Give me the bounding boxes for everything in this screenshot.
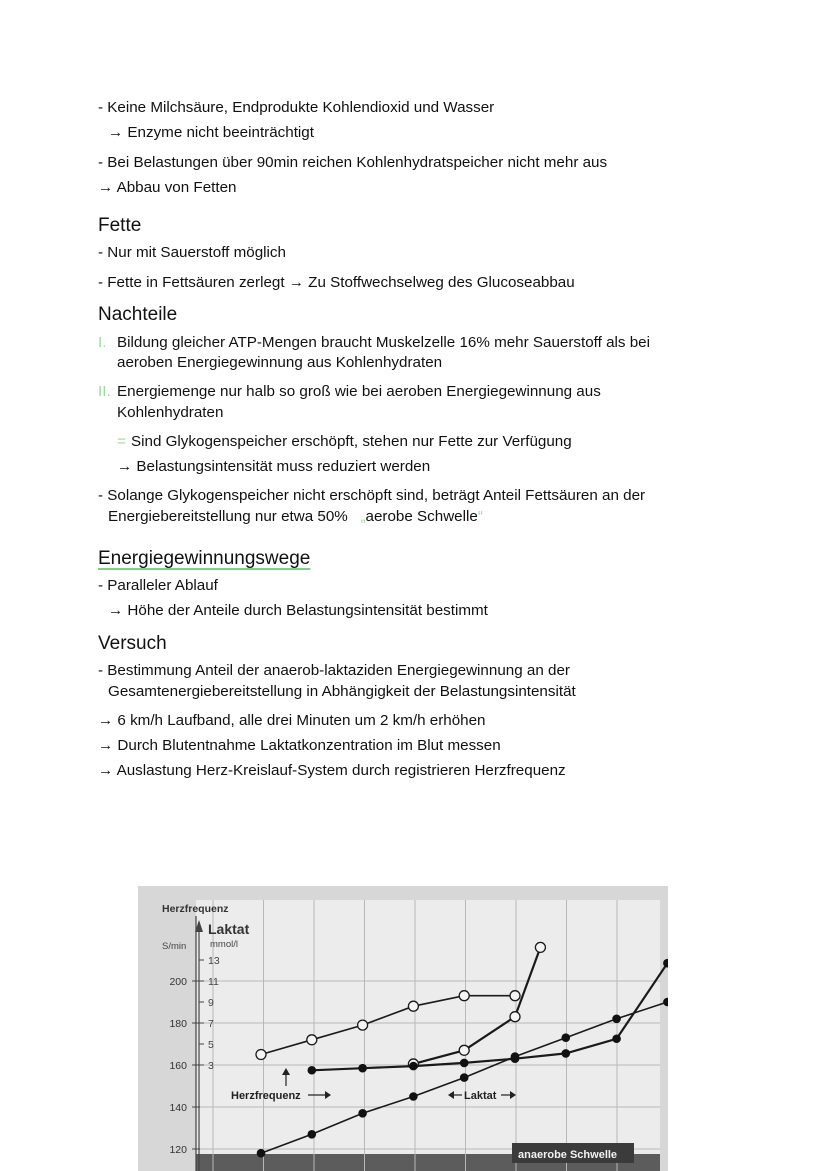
- text-line: - Solange Glykogenspeicher nicht erschöpft sind, beträgt Anteil Fettsäuren an der: [98, 487, 646, 504]
- data-point-open: [459, 991, 469, 1001]
- laktat-tick-label: 5: [208, 1039, 214, 1051]
- text-line: → Durch Blutentnahme Laktatkonzentration im Blut messen: [98, 737, 501, 754]
- data-point-open: [459, 1045, 469, 1055]
- laktat-chart-figure: [138, 886, 668, 1171]
- heading-versuch: Versuch: [98, 633, 167, 654]
- text-line: Energiemenge nur halb so groß wie bei aeroben Energiegewinnung aus: [117, 383, 601, 400]
- hf-axis-unit: S/min: [162, 941, 187, 952]
- heading-nachteile: Nachteile: [98, 304, 178, 325]
- data-point-filled: [409, 1092, 418, 1101]
- heading-fette: Fette: [98, 215, 142, 236]
- anaerobe-schwelle-label: anaerobe Schwelle: [518, 1149, 618, 1161]
- plot-area: [196, 900, 660, 1171]
- data-point-open: [408, 1001, 418, 1011]
- data-point-filled: [460, 1073, 469, 1082]
- data-point-filled: [612, 1015, 621, 1024]
- data-point-filled: [562, 1033, 571, 1042]
- text-line: Bildung gleicher ATP-Mengen braucht Muskelzelle 16% mehr Sauerstoff als bei: [117, 334, 650, 351]
- text-line: - Keine Milchsäure, Endprodukte Kohlendioxid und Wasser: [98, 99, 495, 116]
- laktat-tick-label: 9: [208, 997, 214, 1009]
- equals-sign: =: [117, 433, 126, 450]
- laktat-tick-label: 13: [208, 955, 220, 967]
- text-line: → Auslastung Herz-Kreislauf-System durch registrieren Herzfrequenz: [98, 762, 566, 779]
- laktat-tick-label: 7: [208, 1018, 214, 1030]
- data-point-open: [510, 991, 520, 1001]
- data-point-filled: [358, 1064, 367, 1073]
- laktat-tick-label: 3: [208, 1060, 214, 1072]
- laktat-tick-label: 11: [208, 976, 219, 988]
- data-point-open: [358, 1020, 368, 1030]
- hf-tick-label: 160: [169, 1060, 187, 1072]
- data-point-open: [510, 1012, 520, 1022]
- data-point-filled: [257, 1149, 266, 1158]
- data-point-filled: [460, 1059, 469, 1068]
- text-line: - Bestimmung Anteil der anaerob-laktaziden Energiegewinnung an der: [98, 662, 570, 679]
- text-line: → Abbau von Fetten: [98, 179, 237, 196]
- data-point-filled: [663, 998, 668, 1007]
- laktat-chart: [138, 886, 668, 1171]
- herzfrequenz-label: Herzfrequenz: [231, 1090, 301, 1102]
- data-point-filled: [562, 1049, 571, 1058]
- laktat-label: Laktat: [464, 1090, 497, 1102]
- text-line: - Fette in Fettsäuren zerlegt → Zu Stoffwechselweg des Glucoseabbau: [98, 274, 575, 291]
- hf-tick-label: 180: [169, 1018, 187, 1030]
- text-segment: Energiebereitstellung nur etwa 50%: [108, 508, 348, 525]
- data-point-filled: [308, 1130, 317, 1139]
- text-line: aeroben Energiegewinnung aus Kohlenhydraten: [117, 354, 443, 371]
- hf-tick-label: 120: [169, 1144, 187, 1156]
- data-point-filled: [663, 959, 668, 968]
- hf-tick-label: 140: [169, 1102, 187, 1114]
- laktat-axis-unit: mmol/l: [210, 939, 238, 950]
- text-line: → 6 km/h Laufband, alle drei Minuten um 2 km/h erhöhen: [98, 712, 486, 729]
- text-line: - Nur mit Sauerstoff möglich: [98, 244, 286, 261]
- text-line: → Enzyme nicht beeinträchtigt: [108, 124, 314, 141]
- list-number: II.: [98, 383, 111, 400]
- hf-axis-title: Herzfrequenz: [162, 903, 229, 915]
- text-line: → Belastungsintensität muss reduziert werden: [117, 458, 431, 475]
- list-number: I.: [98, 334, 107, 351]
- aerobe-schwelle-text: aerobe Schwelle: [365, 508, 478, 525]
- laktat-axis-title: Laktat: [208, 921, 250, 937]
- data-point-open: [307, 1035, 317, 1045]
- quote-close: “: [477, 508, 483, 525]
- data-point-open: [256, 1050, 266, 1060]
- text-line: - Bei Belastungen über 90min reichen Kohlenhydratspeicher nicht mehr aus: [98, 154, 608, 171]
- text-line: - Paralleler Ablauf: [98, 577, 218, 594]
- text-line: [108, 507, 483, 527]
- quote-open: „: [360, 508, 366, 525]
- text-line: Sind Glykogenspeicher erschöpft, stehen nur Fette zur Verfügung: [131, 433, 572, 450]
- heading-energiegewinnungswege: Energiegewinnungswege: [98, 548, 311, 569]
- data-point-filled: [358, 1109, 367, 1118]
- text-line: Gesamtenergiebereitstellung in Abhängigkeit der Belastungsintensität: [108, 683, 576, 700]
- data-point-filled: [409, 1062, 418, 1071]
- text-line: Kohlenhydraten: [117, 404, 224, 421]
- data-point-filled: [511, 1054, 520, 1063]
- data-point-filled: [308, 1066, 317, 1075]
- data-point-open: [535, 942, 545, 952]
- data-point-filled: [612, 1034, 621, 1043]
- text-line: → Höhe der Anteile durch Belastungsintensität bestimmt: [108, 602, 488, 619]
- hf-tick-label: 200: [169, 976, 187, 988]
